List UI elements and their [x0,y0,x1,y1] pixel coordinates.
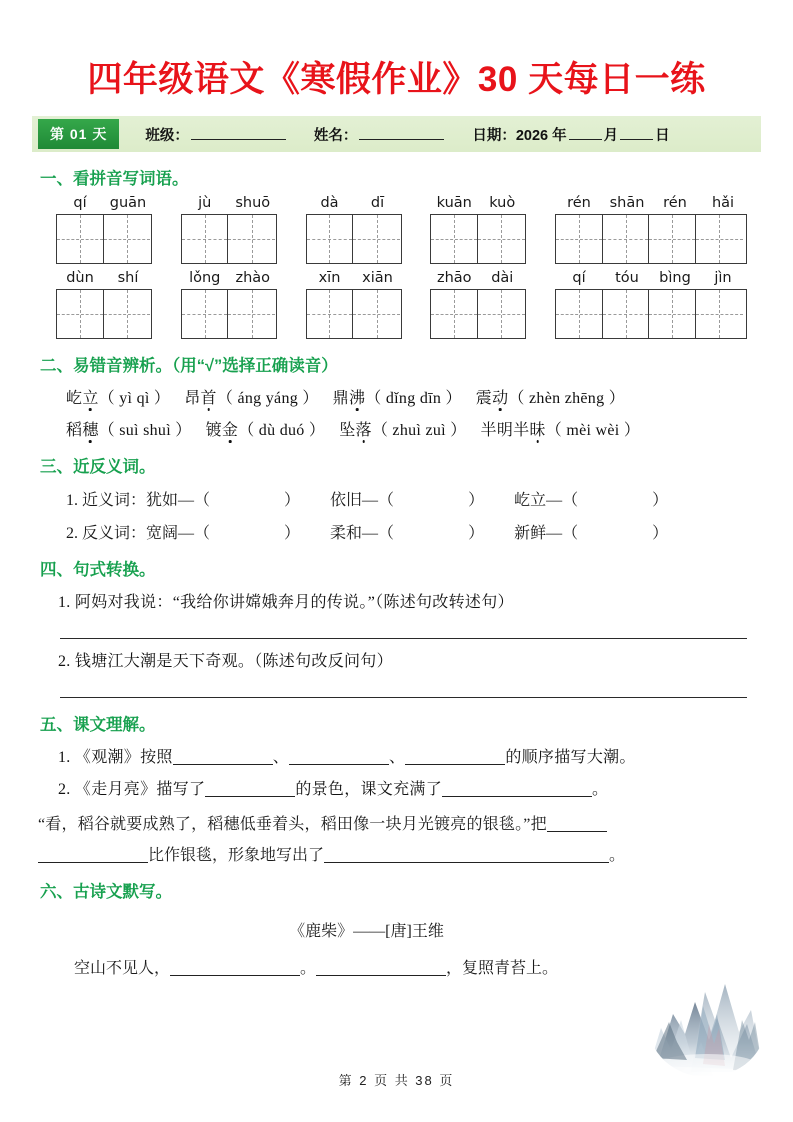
syn-close-paren: ） [284,492,301,509]
tone-word-prefix: 鼎 [332,390,349,407]
tianzige-cell[interactable] [649,290,696,338]
tone-choice-item[interactable] [206,422,326,439]
tone-word-target: 昧 [529,417,545,440]
tone-options[interactable]: （ yì qì ） [98,390,171,407]
pinyin-label-row [430,270,526,286]
pinyin-label-row [555,195,747,211]
syn-item-word: 犹如—（ [146,492,211,509]
class-blank[interactable] [191,126,286,140]
tianzige-cell[interactable] [104,290,151,338]
day-blank[interactable] [620,126,653,140]
syn-item[interactable] [330,487,484,510]
tone-word-target: 首 [201,385,217,408]
word-group [181,195,277,264]
syn-item[interactable] [146,487,300,510]
pinyin-label-row [555,270,747,286]
pinyin-syllable: kuān [436,195,472,211]
tianzige-cell[interactable] [556,215,603,263]
class-field[interactable] [145,124,288,145]
tone-word-prefix: 昂 [184,390,201,407]
tianzige-cell[interactable] [431,290,478,338]
syn-item[interactable] [514,487,668,510]
day-badge: 第 01 天 [38,119,119,149]
comprehension-item-2 [58,776,761,799]
item2-blank-2[interactable] [442,782,592,797]
date-label: 日期：2026 年 [472,127,567,144]
poem-title: 《鹿柴》——[唐]王维 [289,923,444,940]
pinyin-syllable: dà [320,195,339,211]
item1-text-c: 、 [389,749,406,766]
tone-choice-item[interactable] [184,390,318,407]
section-1-heading: 一、看拼音写词语。 [40,170,189,188]
quote-blank-1[interactable] [547,817,607,832]
tone-options[interactable]: （ dǐng dīn ） [365,390,462,407]
tianzige-grid[interactable] [181,214,277,264]
pinyin-syllable: rén [567,195,591,211]
pinyin-label-row [181,195,277,211]
tone-line-2 [66,417,761,440]
quote-text-a: “看，稻谷就要成熟了，稻穗低垂着头，稻田像一块月光镀亮的银毯。”把 [38,816,547,833]
pinyin-syllable: jìn [714,270,732,286]
tone-word-prefix: 震 [475,390,493,407]
poem-line [74,955,761,978]
tianzige-cell[interactable] [104,215,151,263]
ink-landscape-svg [643,962,771,1080]
pinyin-label-row [430,195,526,211]
tone-options[interactable]: （ dù duó ） [238,422,326,439]
tone-choice-item[interactable] [66,390,170,407]
syn-row-label: 2. 反义词： [66,525,147,542]
student-info-band [32,116,761,152]
pinyin-syllable: zhāo [436,270,472,286]
item1-blank-3[interactable] [405,750,505,765]
poem-text-c: ，复照青苔上。 [446,960,559,977]
pinyin-syllable: jù [198,195,212,211]
tone-choice-item[interactable] [333,390,462,407]
word-group [430,195,526,264]
pinyin-syllable: qí [73,195,87,211]
pinyin-syllable: shuō [235,195,271,211]
class-label: 班级： [145,127,189,144]
pinyin-syllable: shí [117,270,139,286]
syn-item-word: 新鲜—（ [514,525,579,542]
tone-options[interactable]: （ zhuì zuì ） [371,422,467,439]
tianzige-grid[interactable] [555,289,747,339]
pinyin-syllable: rén [663,195,687,211]
section-3-heading: 三、近反义词。 [40,458,156,476]
tianzige-cell[interactable] [603,290,650,338]
tianzige-grid[interactable] [306,289,402,339]
name-label: 姓名： [313,127,358,144]
tianzige-grid[interactable] [555,214,747,264]
syn-close-paren: ） [284,525,301,542]
syn-item[interactable] [146,520,300,543]
pinyin-grid-row-2 [32,270,761,339]
month-unit: 月 [603,127,619,144]
poem-blank-2[interactable] [316,961,446,976]
tianzige-cell[interactable] [228,215,275,263]
pinyin-syllable: zhào [235,270,271,286]
item1-blank-2[interactable] [289,750,389,765]
word-group [306,195,402,264]
section-6-heading: 六、古诗文默写。 [40,883,172,901]
poem-text-b: 。 [300,960,317,977]
pinyin-syllable: qí [572,270,586,286]
day-unit: 日 [655,127,670,144]
syn-item-word: 宽阔—（ [146,525,211,542]
syn-close-paren: ） [652,492,669,509]
pinyin-label-row [306,270,402,286]
pinyin-syllable: xiān [362,270,393,286]
pinyin-syllable: dùn [66,270,94,286]
item2-text-c: 。 [592,781,609,798]
tianzige-grid[interactable] [56,289,152,339]
tianzige-cell[interactable] [307,215,354,263]
item2-text-a: 2. 《走月亮》描写了 [58,781,206,798]
section-2-heading: 二、易错音辨析。（用“√”选择正确读音） [40,357,338,375]
tianzige-cell[interactable] [182,290,229,338]
pinyin-syllable: xīn [318,270,341,286]
tone-word-prefix: 半明半 [480,422,530,439]
name-blank[interactable] [359,126,444,140]
poem-blank-1[interactable] [170,961,300,976]
quote-line-1 [38,811,761,834]
syn-close-paren: ） [468,525,485,542]
syn-item-word: 柔和—（ [330,525,395,542]
tianzige-cell[interactable] [556,290,603,338]
item1-text-a: 1. 《观潮》按照 [58,749,173,766]
pinyin-label-row [306,195,402,211]
answer-rule-1[interactable] [60,638,747,639]
synonym-row [66,487,761,510]
word-group [555,270,747,339]
tianzige-grid[interactable] [306,214,402,264]
pinyin-syllable: shān [609,195,645,211]
tianzige-cell[interactable] [431,215,478,263]
tianzige-grid[interactable] [181,289,277,339]
word-group [181,270,277,339]
tone-word-prefix: 坠 [339,422,356,439]
tone-choice-item[interactable] [481,422,641,439]
quote-blank-2[interactable] [38,848,148,863]
tone-choice-item[interactable] [339,422,466,439]
ink-landscape-image [643,962,771,1080]
tone-word-target: 金 [222,417,238,440]
item2-text-b: 的景色，课文充满了 [295,781,443,798]
date-field[interactable] [472,124,669,145]
poem-text-a: 空山不见人， [74,960,171,977]
section-4-heading: 四、句式转换。 [40,561,156,579]
section-5-heading: 五、课文理解。 [40,716,156,734]
pinyin-syllable: bìng [659,270,691,286]
tianzige-grid[interactable] [56,214,152,264]
tone-word-prefix: 稻 [66,422,83,439]
tianzige-grid[interactable] [430,214,526,264]
quote-text-b: 比作银毯，形象地写出了 [148,847,325,864]
tone-word-target: 落 [356,417,372,440]
sentence-item-2: 2. 钱塘江大潮是天下奇观。（陈述句改反问句） [58,653,393,670]
tone-word-target: 动 [492,385,508,408]
tone-options[interactable]: （ zhèn zhēng ） [508,390,626,407]
tone-options[interactable]: （ áng yáng ） [216,390,319,407]
pinyin-label-row [181,270,277,286]
tianzige-cell[interactable] [478,290,525,338]
tone-options[interactable]: （ suì shuì ） [98,422,192,439]
tianzige-cell[interactable] [353,290,400,338]
tone-choice-item[interactable] [66,422,192,439]
tianzige-cell[interactable] [696,215,743,263]
tone-word-target: 穗 [82,417,98,440]
tianzige-cell[interactable] [696,290,743,338]
tianzige-cell[interactable] [307,290,354,338]
item1-text-b: 、 [272,749,290,766]
tone-word-target: 立 [82,385,98,408]
name-field[interactable] [314,124,447,145]
pinyin-syllable: kuò [489,195,516,211]
tone-word-target: 沸 [349,385,365,408]
pinyin-syllable: dài [491,270,514,286]
page-title: 四年级语文《寒假作业》30 天每日一练 [87,60,706,99]
word-group [430,270,526,339]
word-group [306,270,402,339]
syn-row-label: 1. 近义词： [66,492,147,509]
tianzige-cell[interactable] [182,215,229,263]
tone-word-prefix: 屹 [66,390,83,407]
pinyin-grid-row-1 [32,195,761,264]
tianzige-cell[interactable] [478,215,525,263]
pinyin-syllable: dī [370,195,385,211]
tianzige-grid[interactable] [430,289,526,339]
antonym-row [66,520,761,543]
comprehension-item-1 [58,744,761,767]
quote-line-2 [38,842,761,865]
syn-item[interactable] [330,520,484,543]
answer-rule-2[interactable] [60,697,747,698]
pinyin-syllable: hǎi [711,195,735,211]
item2-blank-1[interactable] [205,782,295,797]
tianzige-cell[interactable] [649,215,696,263]
tone-line-1 [66,385,761,408]
month-blank[interactable] [569,126,602,140]
tianzige-cell[interactable] [228,290,275,338]
word-group [56,195,152,264]
word-group [56,270,152,339]
tianzige-cell[interactable] [57,290,104,338]
pinyin-syllable: tóu [615,270,639,286]
pinyin-label-row [56,195,152,211]
item1-blank-1[interactable] [173,750,273,765]
syn-item-word: 依旧—（ [330,492,395,509]
tone-word-prefix: 镀 [205,422,222,439]
syn-item-word: 屹立—（ [514,492,579,509]
syn-close-paren: ） [652,525,669,542]
quote-text-c: 。 [609,847,626,864]
pinyin-syllable: guān [109,195,147,211]
pinyin-label-row [56,270,152,286]
sentence-item-1: 1. 阿妈对我说：“我给你讲嫦娥奔月的传说。”（陈述句改转述句） [58,594,514,611]
syn-close-paren: ） [468,492,485,509]
syn-item[interactable] [514,520,668,543]
tianzige-cell[interactable] [603,215,650,263]
tianzige-cell[interactable] [57,215,104,263]
tone-choice-item[interactable] [476,390,625,407]
word-group [555,195,747,264]
quote-blank-3[interactable] [324,848,609,863]
item1-text-d: 的顺序描写大潮。 [505,749,636,766]
page-footer: 第 2 页 共 38 页 [338,1073,455,1088]
tone-options[interactable]: （ mèi wèi ） [545,422,641,439]
pinyin-syllable: lǒng [189,270,221,286]
tianzige-cell[interactable] [353,215,400,263]
